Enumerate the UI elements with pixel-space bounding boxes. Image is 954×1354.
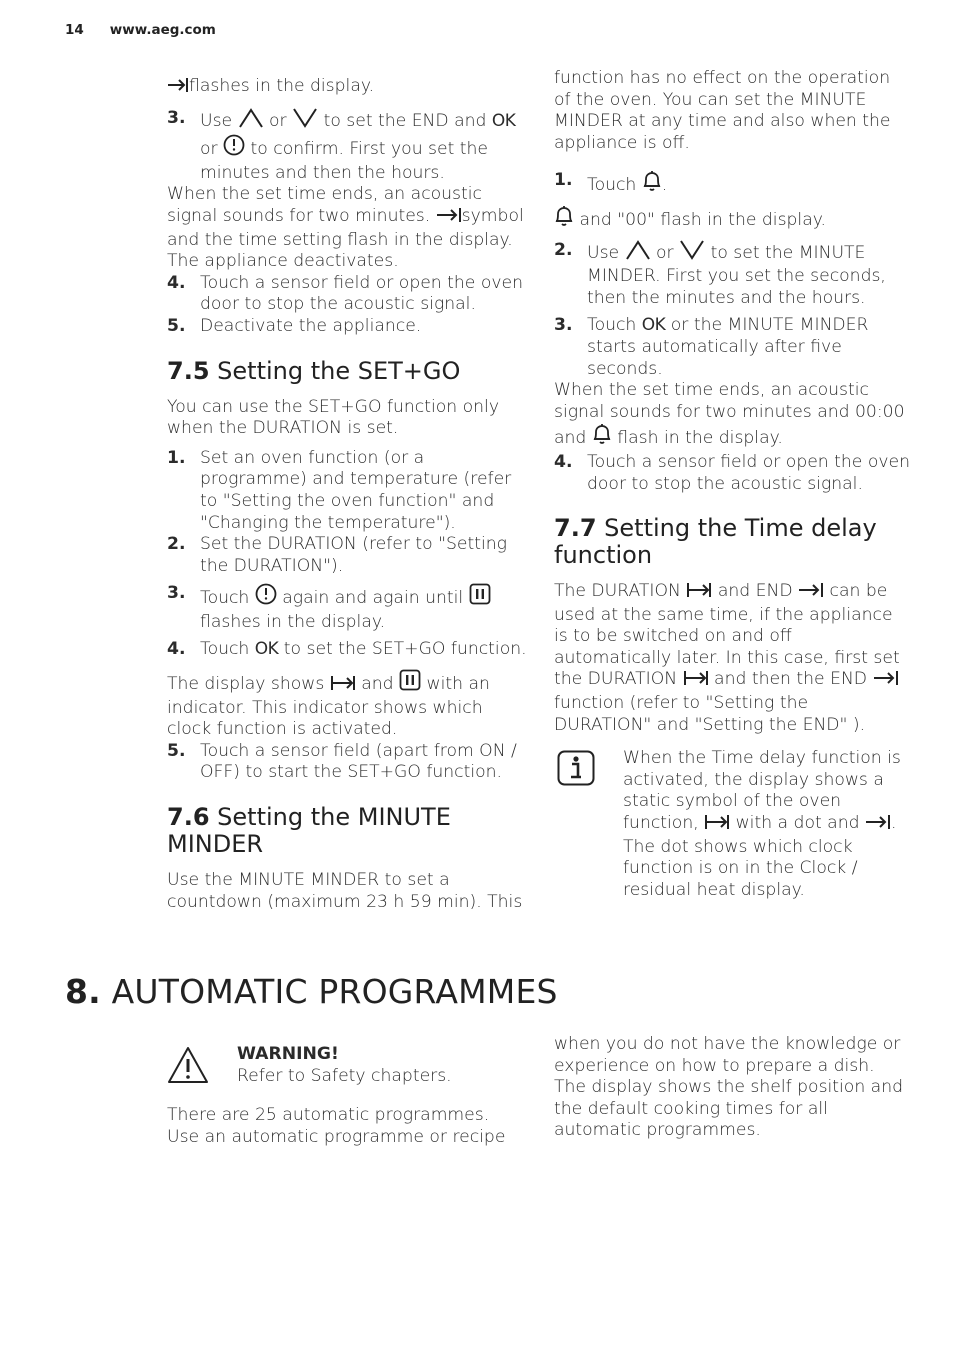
warning-text: Refer to Safety chapters. — [237, 1065, 452, 1086]
ok-icon: OK — [641, 315, 666, 336]
step-4: 4. Touch a sensor field or open the oven door to stop the acoustic signal. — [167, 272, 523, 315]
paragraph: There are 25 automatic programmes. Use an automatic programme or recipe — [167, 1105, 506, 1147]
minder-step-1: 1. Touch . — [554, 170, 910, 199]
duration-icon — [330, 675, 356, 698]
setgo-step-4: 4. Touch OK to set the SET+GO function. — [167, 639, 527, 660]
paragraph: when you do not have the knowledge or experience on how to prepare a dish. The display shows the shelf position and the default cooking times for all automatic programmes. — [554, 1034, 904, 1141]
end-icon — [865, 814, 891, 837]
end-icon — [873, 670, 899, 693]
end-icon — [798, 582, 824, 605]
heading-7-7: 7.7 Setting the Time delay function — [554, 514, 877, 570]
paragraph: You can use the SET+GO function only when the DURATION is set. — [167, 396, 499, 439]
info-icon — [557, 750, 595, 793]
up-arrow-icon — [238, 108, 264, 135]
up-arrow-icon — [625, 240, 651, 267]
down-arrow-icon — [679, 240, 705, 267]
down-arrow-icon — [292, 108, 318, 135]
page-header — [65, 22, 216, 38]
paragraph: function has no effect on the operation of the oven. You can set the MINUTE MINDER at any time and also when the appliance is off. — [554, 68, 891, 153]
step-3: 3. Use or to set the END and OK or to confirm. First you set the minutes and then the hours. — [167, 107, 516, 183]
setgo-step-3: 3. Touch again and again until flashes in the display. — [167, 583, 527, 633]
chapter-title: 8. AUTOMATIC PROGRAMMES — [65, 972, 558, 1011]
end-icon — [167, 77, 189, 100]
warning-box — [167, 1044, 517, 1087]
heading-7-6: 7.6 Setting the MINUTE MINDER — [167, 803, 451, 859]
warning-icon — [167, 1046, 209, 1091]
paragraph: When the set time ends, an acoustic signal sounds for two minutes. symbol and the time setting flash in the display. The appliance deactivates. — [167, 184, 524, 272]
step-5: 5. Deactivate the appliance. — [167, 315, 422, 336]
setgo-step-1: 1. Set an oven function (or a programme) and temperature (refer to "Setting the oven function" and "Changing the temperature"). — [167, 447, 512, 533]
bell-icon — [554, 205, 574, 234]
duration-icon — [704, 814, 730, 837]
minder-step-4: 4. Touch a sensor field or open the oven door to stop the acoustic signal. — [554, 451, 910, 494]
right-column — [554, 68, 910, 901]
minder-step-3: 3. Touch OK or the MINUTE MINDER starts automatically after five seconds. — [554, 315, 869, 379]
ok-icon: OK — [491, 110, 516, 131]
paragraph: flashes in the display. — [167, 76, 527, 100]
minder-step-2: 2. Use or to set the MINUTE MINDER. First you set the seconds, then the minutes and the hours. — [554, 239, 886, 308]
left-column — [167, 76, 527, 913]
setgo-step-2: 2. Set the DURATION (refer to "Setting the DURATION"). — [167, 534, 507, 576]
paragraph: and "00" flash in the display. — [554, 205, 910, 234]
bell-icon — [592, 423, 612, 452]
paragraph: The DURATION and END can be used at the same time, if the appliance is to be switched on and off automatically later. In this case, first set the DURATION and then the END function (refer to "Setting the DURATION" and "Setting the END" ). — [554, 581, 900, 735]
paragraph: The display shows and with an indicator. This indicator shows which clock function is activated. — [167, 669, 527, 741]
paragraph: When the set time ends, an acoustic signal sounds for two minutes and 00:00 and flash in the display. — [554, 380, 910, 452]
duration-icon — [686, 582, 712, 605]
bell-icon — [642, 170, 662, 199]
pause-icon — [469, 583, 491, 612]
duration-icon — [683, 670, 709, 693]
page-number: 14 — [65, 22, 84, 38]
info-note: When the Time delay function is activated, the display shows a static symbol of the oven function, with a dot and . The dot shows which clock function is on in the Clock / residual heat display. — [554, 748, 910, 901]
clock-icon — [255, 583, 277, 612]
ok-icon: OK — [254, 639, 279, 660]
end-icon — [436, 207, 462, 230]
setgo-step-5: 5. Touch a sensor field (apart from ON / OFF) to start the SET+GO function. — [167, 740, 517, 783]
heading-7-5: 7.5 Setting the SET+GO — [167, 356, 461, 385]
pause-icon — [399, 669, 421, 698]
site-url: www.aeg.com — [109, 22, 216, 38]
warning-title: WARNING! — [237, 1044, 339, 1064]
paragraph: Use the MINUTE MINDER to set a countdown (maximum 23 h 59 min). This — [167, 870, 523, 912]
clock-icon — [223, 134, 245, 163]
